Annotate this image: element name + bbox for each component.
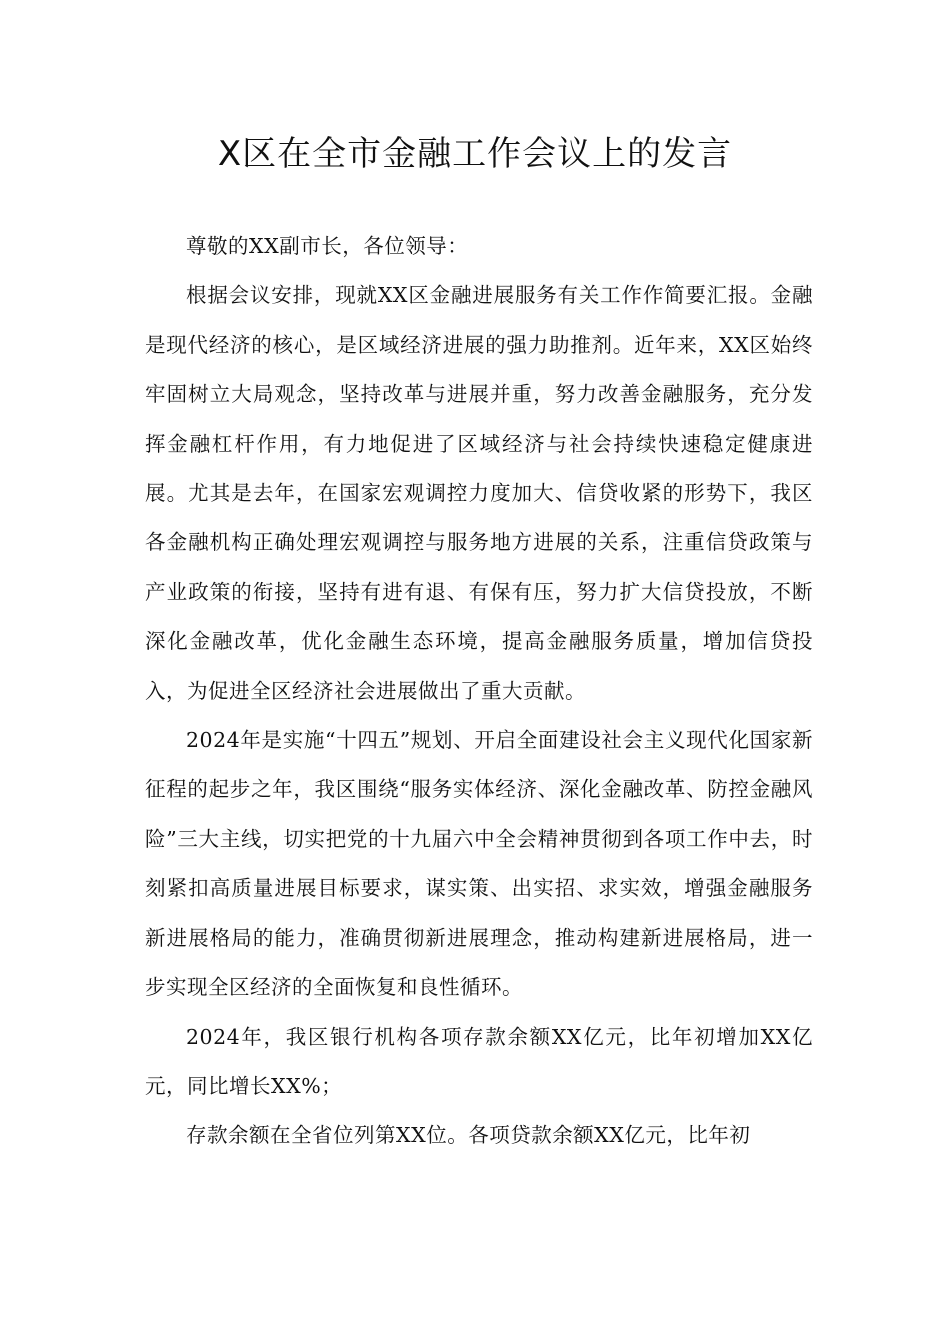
body-paragraph-3: 2024年，我区银行机构各项存款余额XX亿元，比年初增加XX亿元，同比增长XX%；	[145, 1024, 813, 1098]
document-body	[145, 222, 813, 1161]
body-paragraph-4: 存款余额在全省位列第XX位。各项贷款余额XX亿元，比年初	[186, 1123, 751, 1148]
document-title: X区在全市金融工作会议上的发言	[217, 134, 733, 174]
body-paragraph-2: 2024年是实施“十四五”规划、开启全面建设社会主义现代化国家新征程的起步之年，我区围绕“服务实体经济、深化金融改革、防控金融风险”三大主线，切实把党的十九届六中全会精神贯彻到各项工作中去，时刻紧扣高质量进展目标要求，谋实策、出实招、求实效，增强金融服务新进展格局的能力，准确贯彻新进展理念，推动构建新进展格局，进一步实现全区经济的全面恢复和良性循环。	[145, 728, 813, 1000]
body-paragraph-1: 根据会议安排，现就XX区金融进展服务有关工作作简要汇报。金融是现代经济的核心，是区域经济进展的强力助推剂。近年来，XX区始终牢固树立大局观念，坚持改革与进展并重，努力改善金融服务，充分发挥金融杠杆作用，有力地促进了区域经济与社会持续快速稳定健康进展。尤其是去年，在国家宏观调控力度加大、信贷收紧的形势下，我区各金融机构正确处理宏观调控与服务地方进展的关系，注重信贷政策与产业政策的衔接，坚持有进有退、有保有压，努力扩大信贷投放，不断深化金融改革，优化金融生态环境，提高金融服务质量，增加信贷投入，为促进全区经济社会进展做出了重大贡献。	[145, 283, 813, 703]
salutation-paragraph: 尊敬的XX副市长，各位领导：	[186, 234, 469, 258]
